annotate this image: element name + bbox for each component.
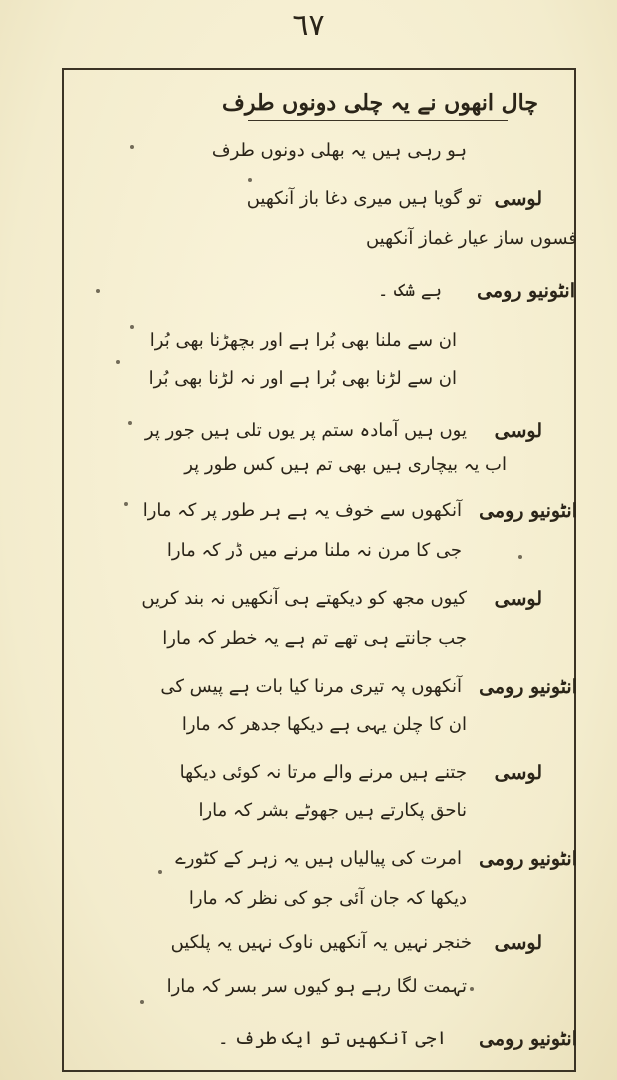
dialogue-row (0, 330, 617, 360)
dialogue-row (0, 140, 617, 170)
speaker-name: لوسی (494, 420, 542, 442)
verse-line: جب جانتے ہی تھے تم ہے یہ خطر کہ مارا (162, 628, 467, 649)
speaker-name: انٹونیو رومی (479, 1028, 577, 1050)
verse-line: ان کا چلن یہی ہے دیکھا جدھر کہ مارا (181, 714, 467, 735)
verse-line: ہو رہی ہیں یہ بھلی دونوں طرف (211, 140, 467, 161)
speaker-name: انٹونیو رومی (479, 848, 577, 870)
dialogue-row (0, 676, 617, 706)
dialogue-row (0, 540, 617, 570)
dialogue-row (0, 848, 617, 878)
dialogue-row (0, 888, 617, 918)
ink-speck (128, 421, 132, 425)
verse-line: ان سے ملنا بھی بُرا ہے اور بچھڑنا بھی بُرا (149, 330, 457, 351)
speaker-name: انٹونیو رومی (477, 280, 575, 302)
dialogue-row (0, 714, 617, 744)
verse-line: امرت کی پیالیاں ہیں یہ زہر کے کٹورے (175, 848, 462, 869)
ink-speck (470, 987, 474, 991)
dialogue-row (0, 500, 617, 530)
speaker-name: لوسی (494, 588, 542, 610)
ink-speck (158, 870, 162, 874)
page-number: ٦٧ (292, 8, 325, 43)
verse-line: اب یہ بیچاری ہیں بھی تم ہیں کس طور پر (184, 454, 507, 475)
ink-speck (124, 502, 128, 506)
dialogue-row (0, 976, 617, 1006)
verse-line: ان سے لڑنا بھی بُرا ہے اور نہ لڑنا بھی بُرا (148, 368, 457, 389)
dialogue-row (0, 588, 617, 618)
dialogue-row (0, 454, 617, 484)
speaker-name: انٹونیو رومی (479, 500, 577, 522)
dialogue-row (0, 420, 617, 450)
verse-line: کیوں مجھ کو دیکھتے ہی آنکھیں نہ بند کریں (141, 588, 467, 609)
verse-heading: چال انھوں نے یہ چلی دونوں طرف (222, 90, 538, 116)
verse-line: آنکھوں پہ تیری مرنا کیا بات ہے پیس کی (160, 676, 462, 697)
dialogue-row (0, 762, 617, 792)
dialogue-row (0, 1028, 617, 1058)
speaker-name: لوسی (494, 188, 542, 210)
verse-line: یوں ہیں آمادہ ستم پر یوں تلی ہیں جور پر (144, 420, 467, 441)
ink-speck (518, 555, 522, 559)
verse-line: خنجر نہیں یہ آنکھیں ناوک نہیں یہ پلکیں (170, 932, 472, 953)
heading-underline (248, 120, 508, 121)
speaker-name: لوسی (494, 932, 542, 954)
text-frame (62, 68, 576, 1072)
dialogue-row (0, 800, 617, 830)
verse-line: جتنے ہیں مرنے والے مرتا نہ کوئی دیکھا (179, 762, 467, 783)
ink-speck (130, 325, 134, 329)
verse-line: فسوں ساز عیار غماز آنکھیں (365, 228, 577, 249)
verse-line: بے شک ۔ (377, 280, 442, 301)
ink-speck (248, 178, 252, 182)
dialogue-row (0, 628, 617, 658)
speaker-name: لوسی (494, 762, 542, 784)
ink-speck (130, 145, 134, 149)
verse-line: اجی آنکھیں تو ایک طرف ۔ (218, 1028, 447, 1049)
ink-speck (116, 360, 120, 364)
speaker-name: انٹونیو رومی (479, 676, 577, 698)
dialogue-row (0, 280, 617, 310)
dialogue-row (0, 932, 617, 962)
dialogue-row (0, 228, 617, 258)
verse-line: جی کا مرن نہ ملنا مرنے میں ڈر کہ مارا (166, 540, 462, 561)
ink-speck (96, 289, 100, 293)
verse-line: تہمت لگا رہے ہو کیوں سر بسر کہ مارا (166, 976, 467, 997)
ink-speck (140, 1000, 144, 1004)
verse-line: تو گویا ہیں میری دغا باز آنکھیں (246, 188, 482, 209)
verse-line: ناحق پکارتے ہیں جھوٹے بشر کہ مارا (198, 800, 467, 821)
verse-line: آنکھوں سے خوف یہ ہے ہر طور پر کہ مارا (142, 500, 462, 521)
verse-line: دیکھا کہ جان آئی جو کی نظر کہ مارا (188, 888, 467, 909)
dialogue-row (0, 368, 617, 398)
dialogue-row (0, 188, 617, 218)
